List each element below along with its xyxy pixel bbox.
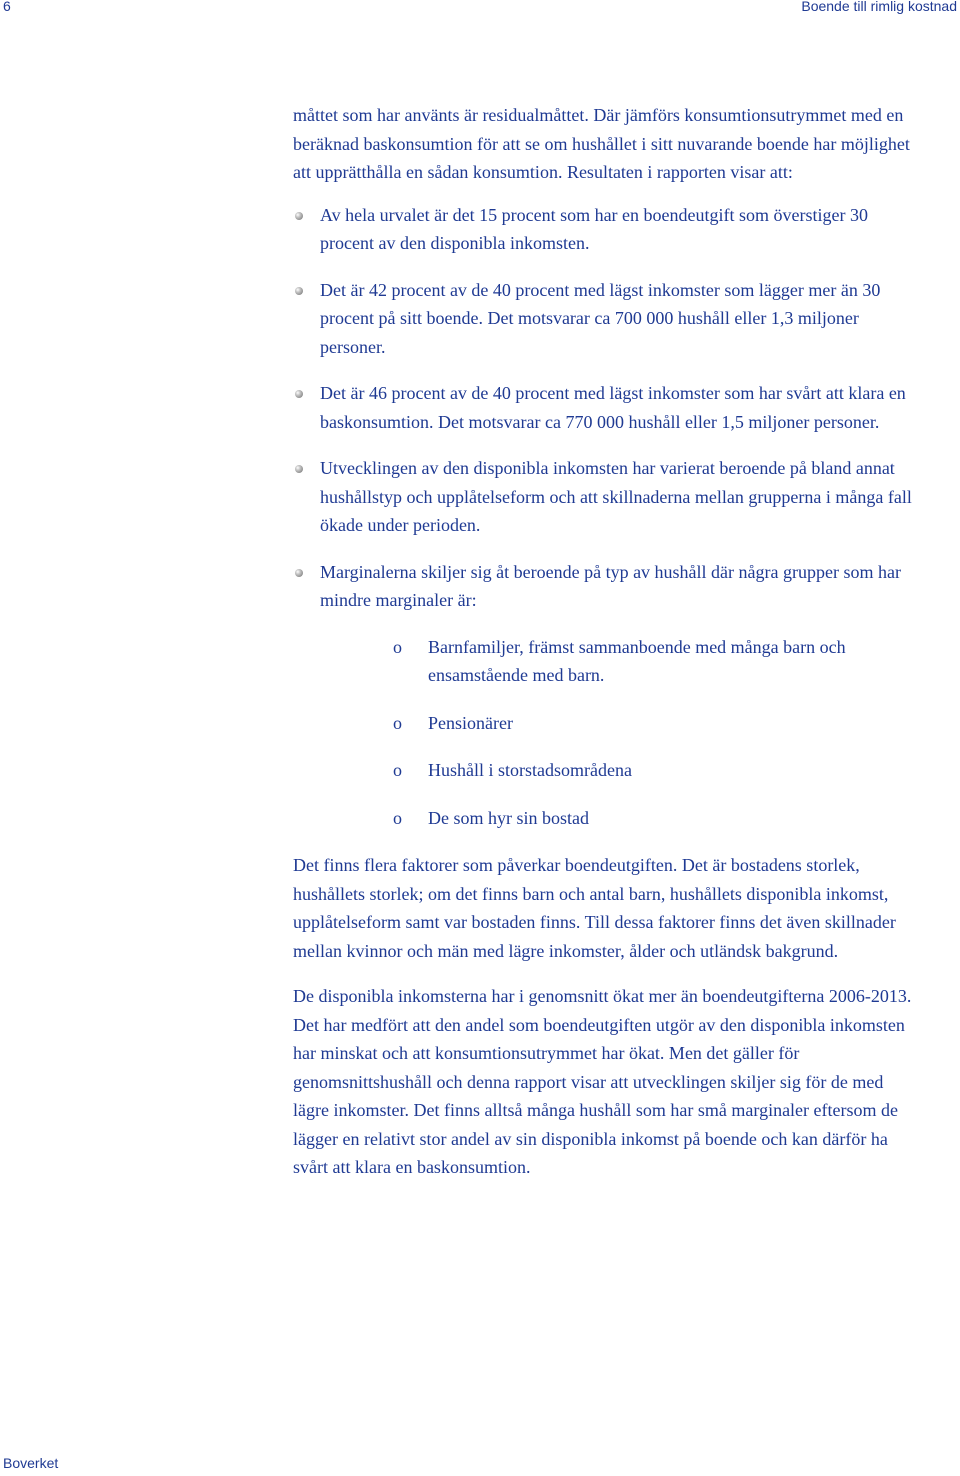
household-groups-list bbox=[320, 633, 913, 833]
sub-list-item bbox=[320, 633, 913, 690]
finding-bullet: Det är 42 procent av de 40 procent med lägst inkomster som lägger mer än 30 procent på sitt boende. Det motsvarar ca 700 000 hushåll eller 1,3 miljoner personer. bbox=[293, 276, 913, 362]
factors-paragraph: Det finns flera faktorer som påverkar boendeutgiften. Det är bostadens storlek, hushållets storlek; om det finns barn och antal barn, hushållets disponibla inkomst, upplåtelseform samt var bostaden finns. Till dessa faktorer finns det även skillnader mellan kvinnor och män med lägre inkomster, ålder och utländsk bakgrund. bbox=[293, 855, 896, 961]
main-content bbox=[293, 101, 913, 1199]
sub-list-text: Barnfamiljer, främst sammanboende med många barn och ensamstående med barn. bbox=[428, 636, 846, 685]
running-title: Boende till rimlig kostnad bbox=[801, 0, 957, 14]
sub-list-item bbox=[320, 804, 913, 833]
income-trend-paragraph: De disponibla inkomsterna har i genomsnitt ökat mer än boendeutgifterna 2006-2013. Det har medfört att den andel som boendeutgiften utgör av den disponibla inkomsten har minskat och att konsumtionsutrymmet har ökat. Men det gäller för genomsnittshushåll och denna rapport visar att utvecklingen skiljer sig för de med lägre inkomster. Det finns alltså många hushåll som har små marginaler eftersom de lägger en relativt stor andel av sin disponibla inkomst på boende och kan därför ha svårt att klara en baskonsumtion. bbox=[293, 986, 912, 1177]
sub-list-text: De som hyr sin bostad bbox=[428, 807, 589, 828]
sub-list-item bbox=[320, 756, 913, 785]
sub-bullet-marker: o bbox=[393, 760, 402, 780]
finding-bullet: Av hela urvalet är det 15 procent som har en boendeutgift som överstiger 30 procent av den disponibla inkomsten. bbox=[293, 201, 913, 258]
sub-bullet-marker: o bbox=[393, 712, 402, 733]
finding-bullet-with-sublist bbox=[293, 558, 913, 833]
sub-list-text: Pensionärer bbox=[428, 712, 513, 733]
finding-bullet: Utvecklingen av den disponibla inkomsten har varierat beroende på bland annat hushållstyp och upplåtelseform och att skillnaderna mellan grupperna i många fall ökade under perioden. bbox=[293, 454, 913, 540]
intro-paragraph: måttet som har använts är residualmåttet. Där jämförs konsumtionsutrymmet med en beräknad baskonsumtion för att se om hushållet i sitt nuvarande boende har möjlighet att upprätthålla en sådan konsumtion. Resultaten i rapporten visar att: bbox=[293, 105, 910, 182]
sub-bullet-marker: o bbox=[393, 636, 402, 657]
sub-list-text: Hushåll i storstadsområdena bbox=[428, 760, 632, 780]
finding-bullet-text: Marginalerna skiljer sig åt beroende på typ av hushåll där några grupper som har mindre marginaler är: bbox=[320, 561, 901, 610]
finding-bullet: Det är 46 procent av de 40 procent med lägst inkomster som har svårt att klara en baskonsumtion. Det motsvarar ca 770 000 hushåll eller 1,5 miljoner personer. bbox=[293, 379, 913, 436]
sub-list-item bbox=[320, 709, 913, 738]
findings-list bbox=[293, 201, 913, 833]
sub-bullet-marker: o bbox=[393, 807, 402, 828]
page-number: 6 bbox=[3, 0, 11, 14]
publisher-footer: Boverket bbox=[3, 1455, 59, 1471]
